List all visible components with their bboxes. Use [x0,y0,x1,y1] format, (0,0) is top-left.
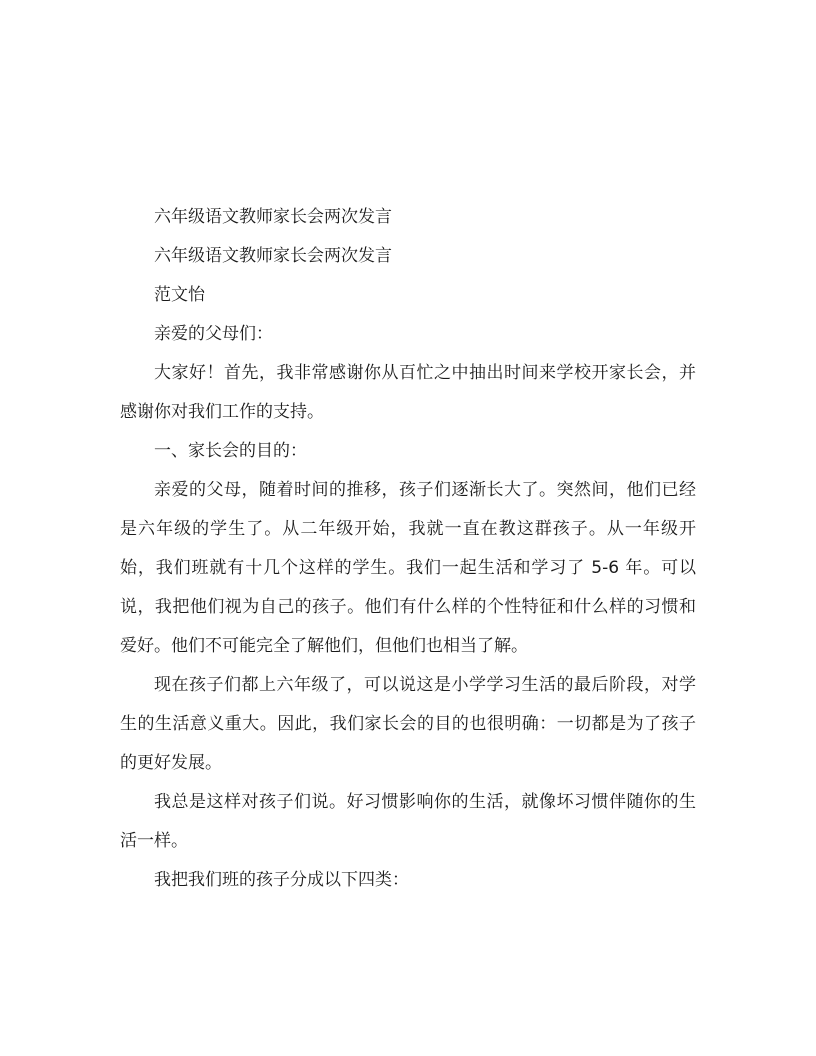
paragraph-four-categories: 我把我们班的孩子分成以下四类： [154,870,409,890]
document-salutation: 亲爱的父母们： [154,324,273,344]
document-author: 范文怡 [154,285,205,305]
paragraph-habits: 我总是这样对孩子们说。好习惯影响你的生活，就像坏习惯伴随你的生活一样。 [120,792,696,851]
document-body [120,198,696,900]
paragraph-students-growing: 亲爱的父母，随着时间的推移，孩子们逐渐长大了。突然间，他们已经是六年级的学生了。从二年级开始，我就一直在教这群孩子。从一年级开始，我们班就有十几个这样的学生。我们一起生活和学习了 5-6 年。可以说，我把他们视为自己的孩子。他们有什么样的个性特征和什么样的习惯和爱好。他们不可能完全了解他们，但他们也相当了解。 [120,480,696,656]
section-heading-purpose: 一、家长会的目的： [154,441,307,461]
paragraph-meeting-purpose: 现在孩子们都上六年级了，可以说这是小学学习生活的最后阶段，对学生的生活意义重大。因此，我们家长会的目的也很明确：一切都是为了孩子的更好发展。 [120,675,696,773]
document-subtitle: 六年级语文教师家长会两次发言 [154,246,392,266]
paragraph-greeting: 大家好！首先，我非常感谢你从百忙之中抽出时间来学校开家长会，并感谢你对我们工作的支持。 [120,363,696,422]
document-title: 六年级语文教师家长会两次发言 [154,207,392,227]
